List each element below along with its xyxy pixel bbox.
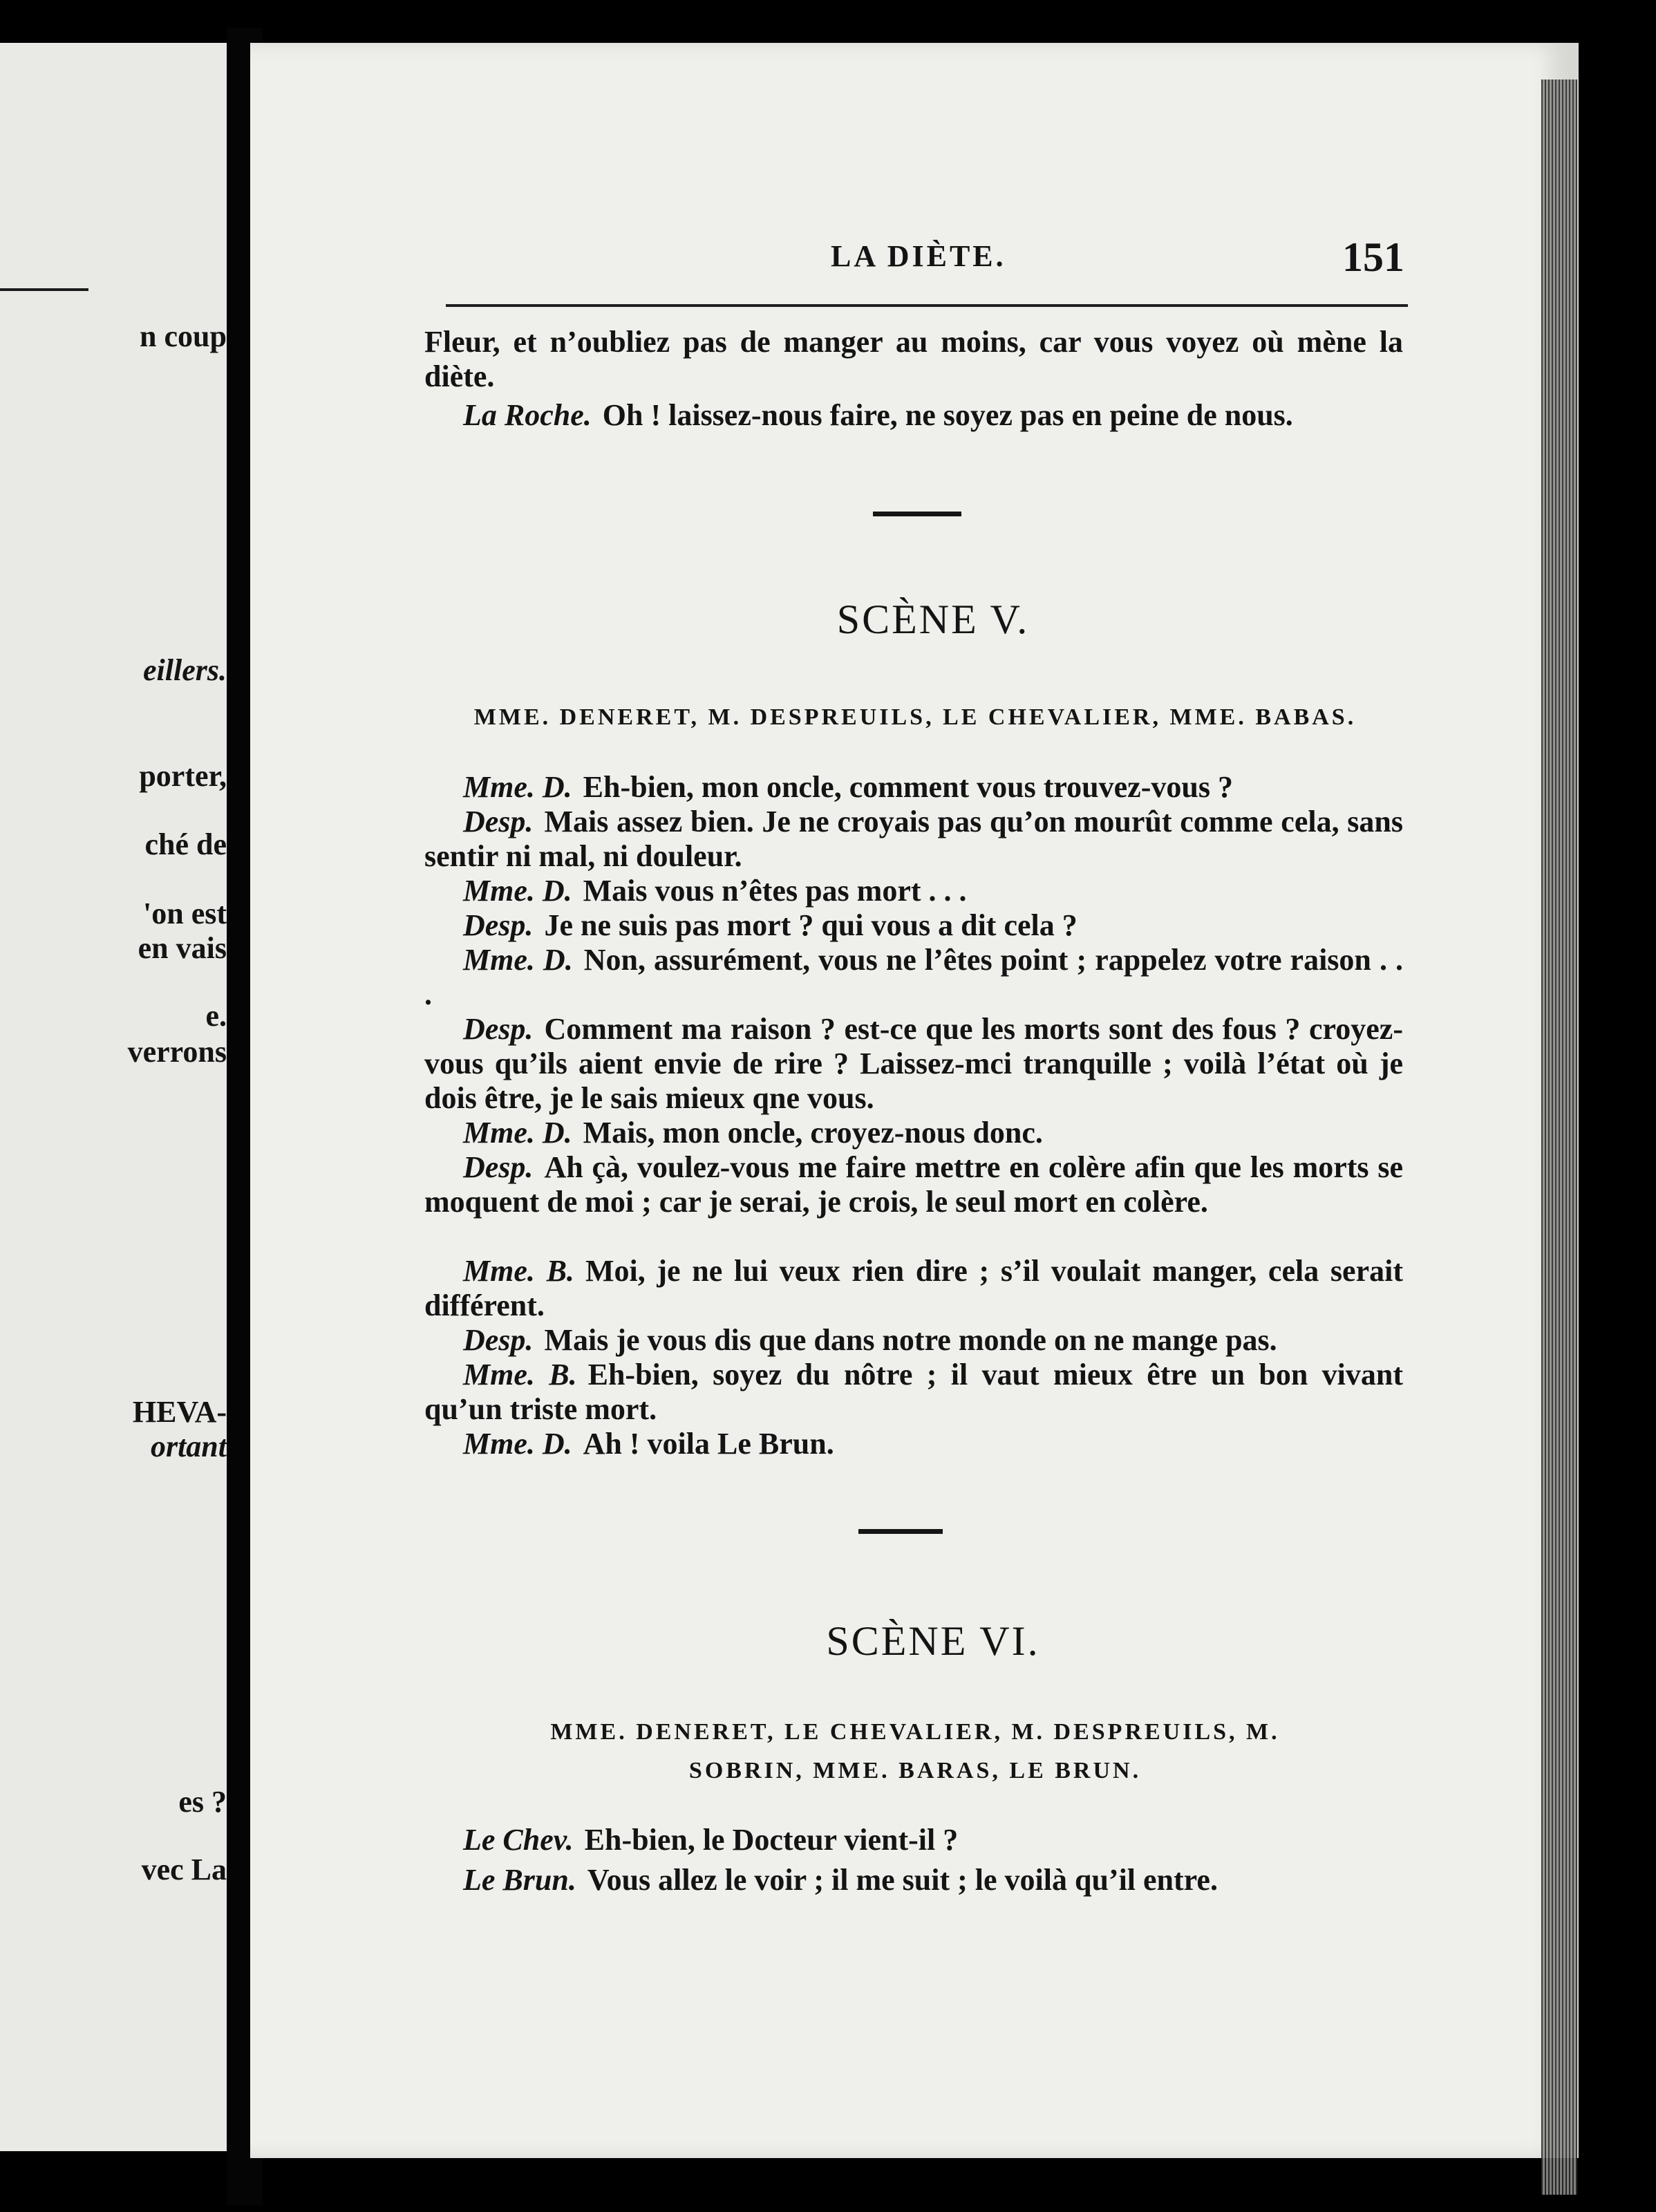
scene-cast: MME. DENERET, M. DESPREUILS, LE CHEVALIER, MME. BABAS. <box>473 704 1357 730</box>
previous-page-rule <box>0 288 88 291</box>
dialogue-line: Desp. Je ne suis pas mort ? qui vous a dit cela ? <box>463 908 1078 942</box>
dialogue-line: Mme. B. Eh-bien, soyez du nôtre ; il vaut mieux être un bon vivant qu’un triste mort. <box>424 1358 1403 1426</box>
scene-cast: MME. DENERET, LE CHEVALIER, M. DESPREUILS, M. <box>550 1719 1280 1745</box>
speaker-name: Desp. <box>463 805 534 838</box>
dialogue-line: Mme. D. Ah ! voila Le Brun. <box>463 1427 834 1461</box>
header-rule <box>446 304 1408 307</box>
speaker-name: Le Brun. <box>463 1863 576 1897</box>
dialogue-line: Le Chev. Eh-bien, le Docteur vient-il ? <box>463 1823 959 1857</box>
previous-page-line: porter, <box>139 759 227 793</box>
previous-page-line: en vais <box>138 931 227 965</box>
scene-title: SCÈNE V. <box>836 597 1030 642</box>
dialogue-line: Mme. D. Eh-bien, mon oncle, comment vous trouvez-vous ? <box>463 770 1233 804</box>
continued-line: Fleur, et n’oubliez pas de manger au moins, car vous voyez où mène la diète. <box>424 325 1403 393</box>
speaker-name: Mme. D. <box>463 943 573 977</box>
scene-title: SCÈNE VI. <box>826 1618 1040 1664</box>
page-number: 151 <box>1342 234 1404 280</box>
speaker-name: Desp. <box>463 1323 534 1357</box>
speaker-name: Desp. <box>463 908 534 942</box>
previous-page-line: ortant <box>150 1430 227 1463</box>
speaker-name: Mme. D. <box>463 1427 572 1461</box>
speaker-name: Mme. B. <box>463 1358 577 1391</box>
previous-page-line: verrons <box>127 1035 227 1069</box>
dialogue-line: Desp. Mais je vous dis que dans notre monde on ne mange pas. <box>463 1323 1277 1357</box>
previous-page-line: e. <box>205 999 227 1033</box>
previous-page-line: n coup <box>140 319 227 353</box>
dialogue-line: Mme. D. Mais, mon oncle, croyez-nous donc. <box>463 1116 1043 1150</box>
speaker-name: Mme. D. <box>463 1116 572 1150</box>
previous-page-line: ché de <box>144 827 227 861</box>
speaker-name: Mme. B. <box>463 1254 574 1288</box>
previous-page-line: es ? <box>178 1785 227 1819</box>
scene-cast: SOBRIN, MME. BARAS, LE BRUN. <box>688 1758 1142 1783</box>
dialogue-line: Mme. D. Non, assurément, vous ne l’êtes point ; rappelez votre raison . . . <box>424 943 1403 1011</box>
scene-separator <box>873 512 961 516</box>
previous-page-line: eillers. <box>143 653 227 687</box>
dialogue-line: Desp. Ah çà, voulez-vous me faire mettre en colère afin que les morts se moquent de moi ; car je serai, je crois, le seul mort en colère. <box>424 1150 1403 1219</box>
speaker-name: Mme. D. <box>463 874 572 908</box>
scene-separator <box>858 1529 943 1534</box>
dialogue-line: Desp. Mais assez bien. Je ne croyais pas qu’on mourût comme cela, sans sentir ni mal, ni douleur. <box>424 805 1403 873</box>
speaker-name: La Roche. <box>463 398 592 432</box>
dialogue-line: Mme. D. Mais vous n’êtes pas mort . . . <box>463 874 967 908</box>
previous-page-line: vec La <box>141 1853 227 1886</box>
previous-page-line: 'on est <box>143 897 227 930</box>
dialogue-line: Le Brun. Vous allez le voir ; il me suit ; le voilà qu’il entre. <box>463 1863 1218 1897</box>
dialogue-line: Desp. Comment ma raison ? est-ce que les morts sont des fous ? croyez-vous qu’ils aient envie de rire ? Laissez-mci tranquille ; voilà l’état où je dois être, je le sais mieux qne vous. <box>424 1012 1403 1115</box>
speaker-name: Desp. <box>463 1012 534 1046</box>
speaker-name: Le Chev. <box>463 1823 574 1857</box>
dialogue-line: Mme. B. Moi, je ne lui veux rien dire ; s’il voulait manger, cela serait différent. <box>424 1254 1403 1322</box>
speaker-name: Desp. <box>463 1150 534 1184</box>
running-title: LA DIÈTE. <box>831 239 1006 273</box>
previous-page-fragment <box>0 43 227 2151</box>
previous-page-line: HEVA- <box>132 1395 227 1429</box>
page-stack-edge <box>1541 79 1577 2195</box>
speaker-name: Mme. D. <box>463 770 572 804</box>
dialogue-line: La Roche. Oh ! laissez-nous faire, ne soyez pas en peine de nous. <box>463 398 1293 432</box>
